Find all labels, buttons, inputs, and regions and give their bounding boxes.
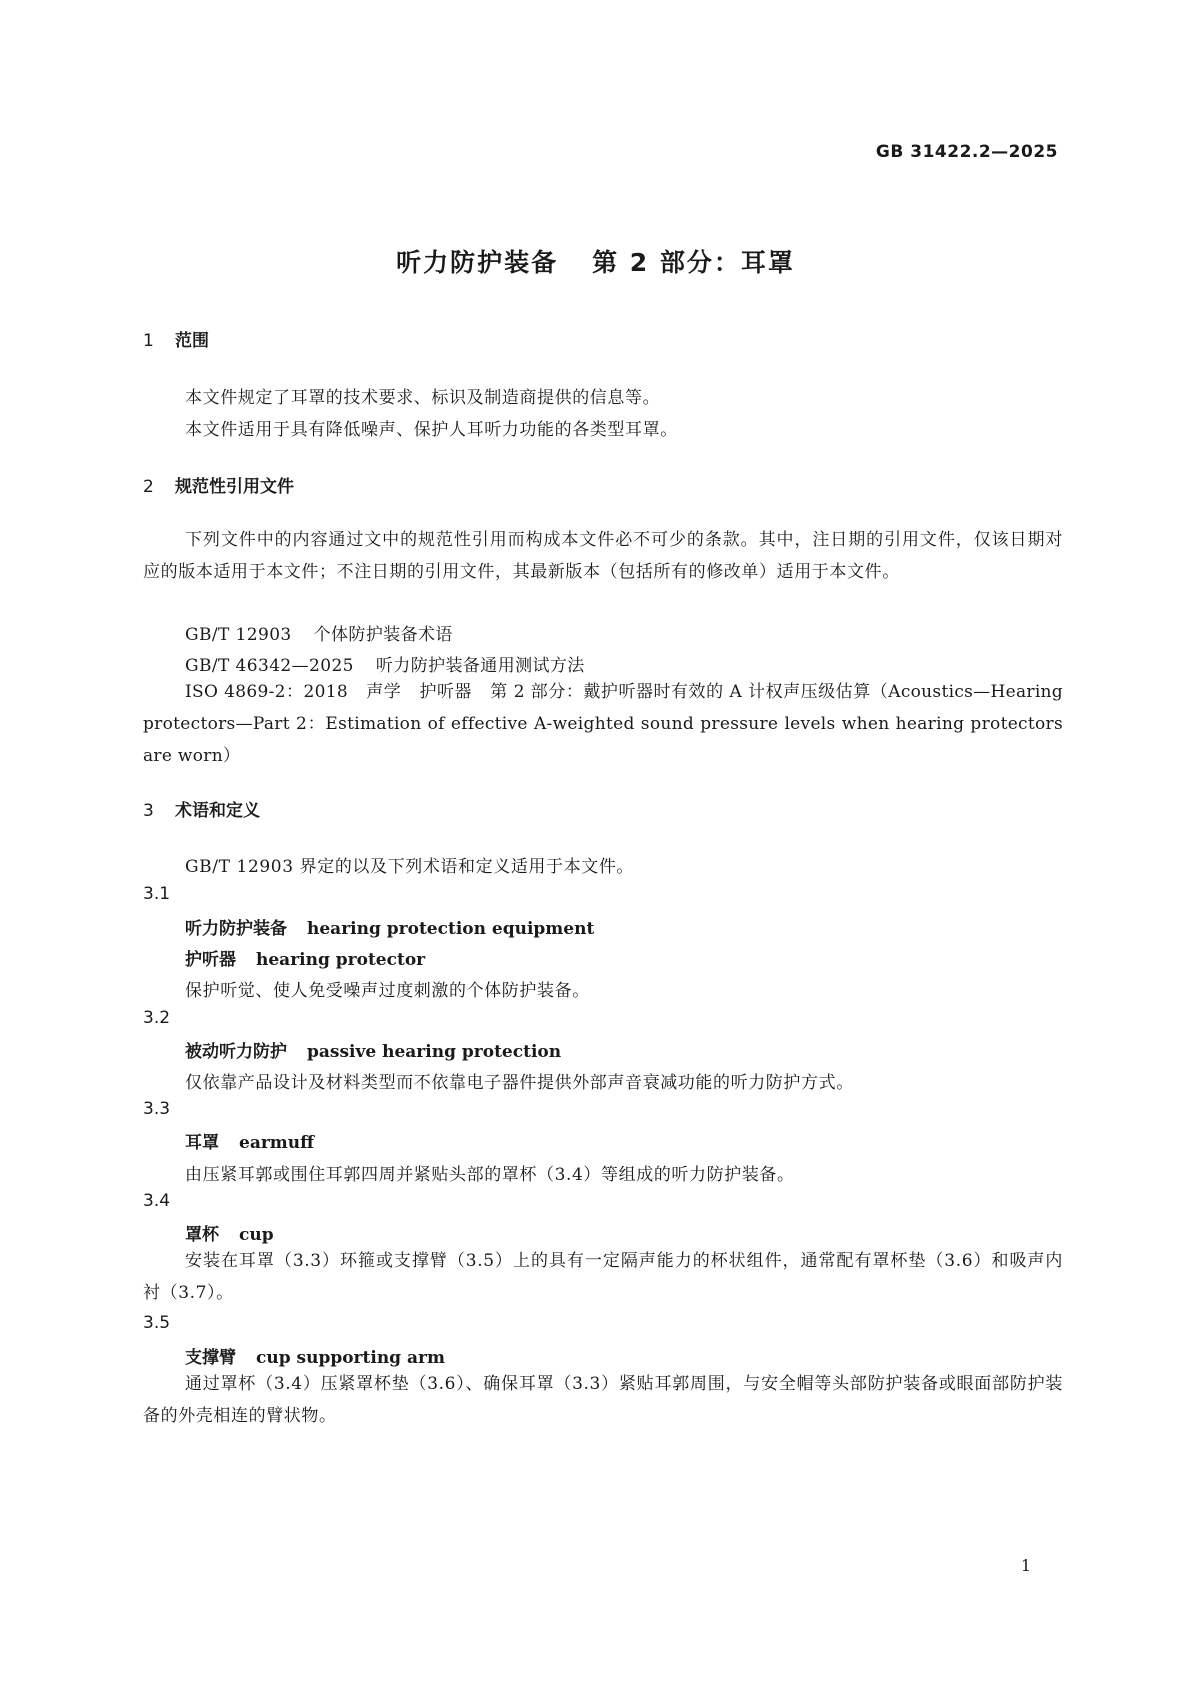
section-1-heading	[143, 326, 209, 351]
section-number: 3	[143, 801, 154, 821]
term-en: cup supporting arm	[256, 1348, 445, 1368]
section-number: 2	[143, 477, 154, 497]
term-heading	[185, 1343, 445, 1368]
document-title	[0, 243, 1191, 279]
reference-item	[185, 651, 585, 676]
term-en: passive hearing protection	[307, 1042, 562, 1062]
reference-code: ISO 4869-2：2018	[185, 682, 348, 702]
page-number: 1	[1020, 1556, 1031, 1575]
section-number: 1	[143, 331, 154, 351]
reference-code: GB/T 46342—2025	[185, 656, 354, 676]
reference-title: 第 2 部分：戴护听器时有效的 A 计权声压级估算（Acoustics—Hearing protectors—Part 2：Estimation of effective A-weighted sound pressure levels when hearing protectors are worn）	[143, 682, 1063, 766]
reference-item	[185, 620, 453, 645]
section-title: 规范性引用文件	[175, 477, 294, 497]
term-number: 3.4	[143, 1191, 171, 1211]
term-definition: 通过罩杯（3.4）压紧罩杯垫（3.6）、确保耳罩（3.3）紧贴耳郭周围，与安全帽等头部防护装备或眼面部防护装备的外壳相连的臂状物。	[143, 1374, 1063, 1426]
term-en: cup	[239, 1225, 274, 1245]
section-3-heading	[143, 796, 260, 821]
reference-title: 听力防护装备通用测试方法	[375, 656, 585, 676]
term-synonym	[185, 945, 425, 970]
reference-title: 个体防护装备术语	[313, 625, 453, 645]
term-zh: 支撑臂	[185, 1348, 236, 1368]
section-1-paragraph-2: 本文件适用于具有降低噪声、保护人耳听力功能的各类型耳罩。	[185, 420, 678, 440]
section-3-intro: GB/T 12903 界定的以及下列术语和定义适用于本文件。	[185, 857, 635, 877]
term-zh: 耳罩	[185, 1133, 219, 1153]
term-definition: 由压紧耳郭或围住耳郭四周并紧贴头部的罩杯（3.4）等组成的听力防护装备。	[185, 1165, 795, 1185]
reference-item-iso	[143, 676, 1063, 772]
term-en: hearing protection equipment	[307, 919, 595, 939]
term-number: 3.3	[143, 1099, 171, 1119]
title-main: 听力防护装备	[396, 248, 559, 277]
section-2-intro: 下列文件中的内容通过文中的规范性引用而构成本文件必不可少的条款。其中，注日期的引用文件，仅该日期对应的版本适用于本文件；不注日期的引用文件，其最新版本（包括所有的修改单）适用于本文件。	[143, 530, 1063, 582]
term-heading	[185, 1037, 561, 1062]
term-heading	[185, 1220, 274, 1245]
term-en: hearing protector	[256, 950, 426, 970]
term-zh: 罩杯	[185, 1225, 219, 1245]
reference-word: 护听器	[419, 682, 473, 702]
term-heading	[185, 914, 594, 939]
term-zh: 护听器	[185, 950, 236, 970]
term-definition: 保护听觉、使人免受噪声过度刺激的个体防护装备。	[185, 981, 590, 1001]
section-title: 范围	[175, 331, 209, 351]
term-en: earmuff	[239, 1133, 315, 1153]
term-definition: 仅依靠产品设计及材料类型而不依靠电子器件提供外部声音衰减功能的听力防护方式。	[185, 1073, 854, 1093]
term-number: 3.1	[143, 884, 171, 904]
term-zh: 被动听力防护	[185, 1042, 287, 1062]
term-number: 3.5	[143, 1313, 171, 1333]
term-heading	[185, 1128, 314, 1153]
reference-word: 声学	[365, 682, 402, 702]
term-zh: 听力防护装备	[185, 919, 287, 939]
reference-code: GB/T 12903	[185, 625, 292, 645]
title-part: 第 2 部分：耳罩	[592, 248, 795, 277]
term-definition: 安装在耳罩（3.3）环箍或支撑臂（3.5）上的具有一定隔声能力的杯状组件，通常配有罩杯垫（3.6）和吸声内衬（3.7）。	[143, 1251, 1063, 1303]
standard-number: GB 31422.2—2025	[875, 142, 1058, 162]
section-2-heading	[143, 472, 294, 497]
section-1-paragraph-1: 本文件规定了耳罩的技术要求、标识及制造商提供的信息等。	[185, 388, 661, 408]
term-number: 3.2	[143, 1008, 171, 1028]
section-title: 术语和定义	[175, 801, 260, 821]
